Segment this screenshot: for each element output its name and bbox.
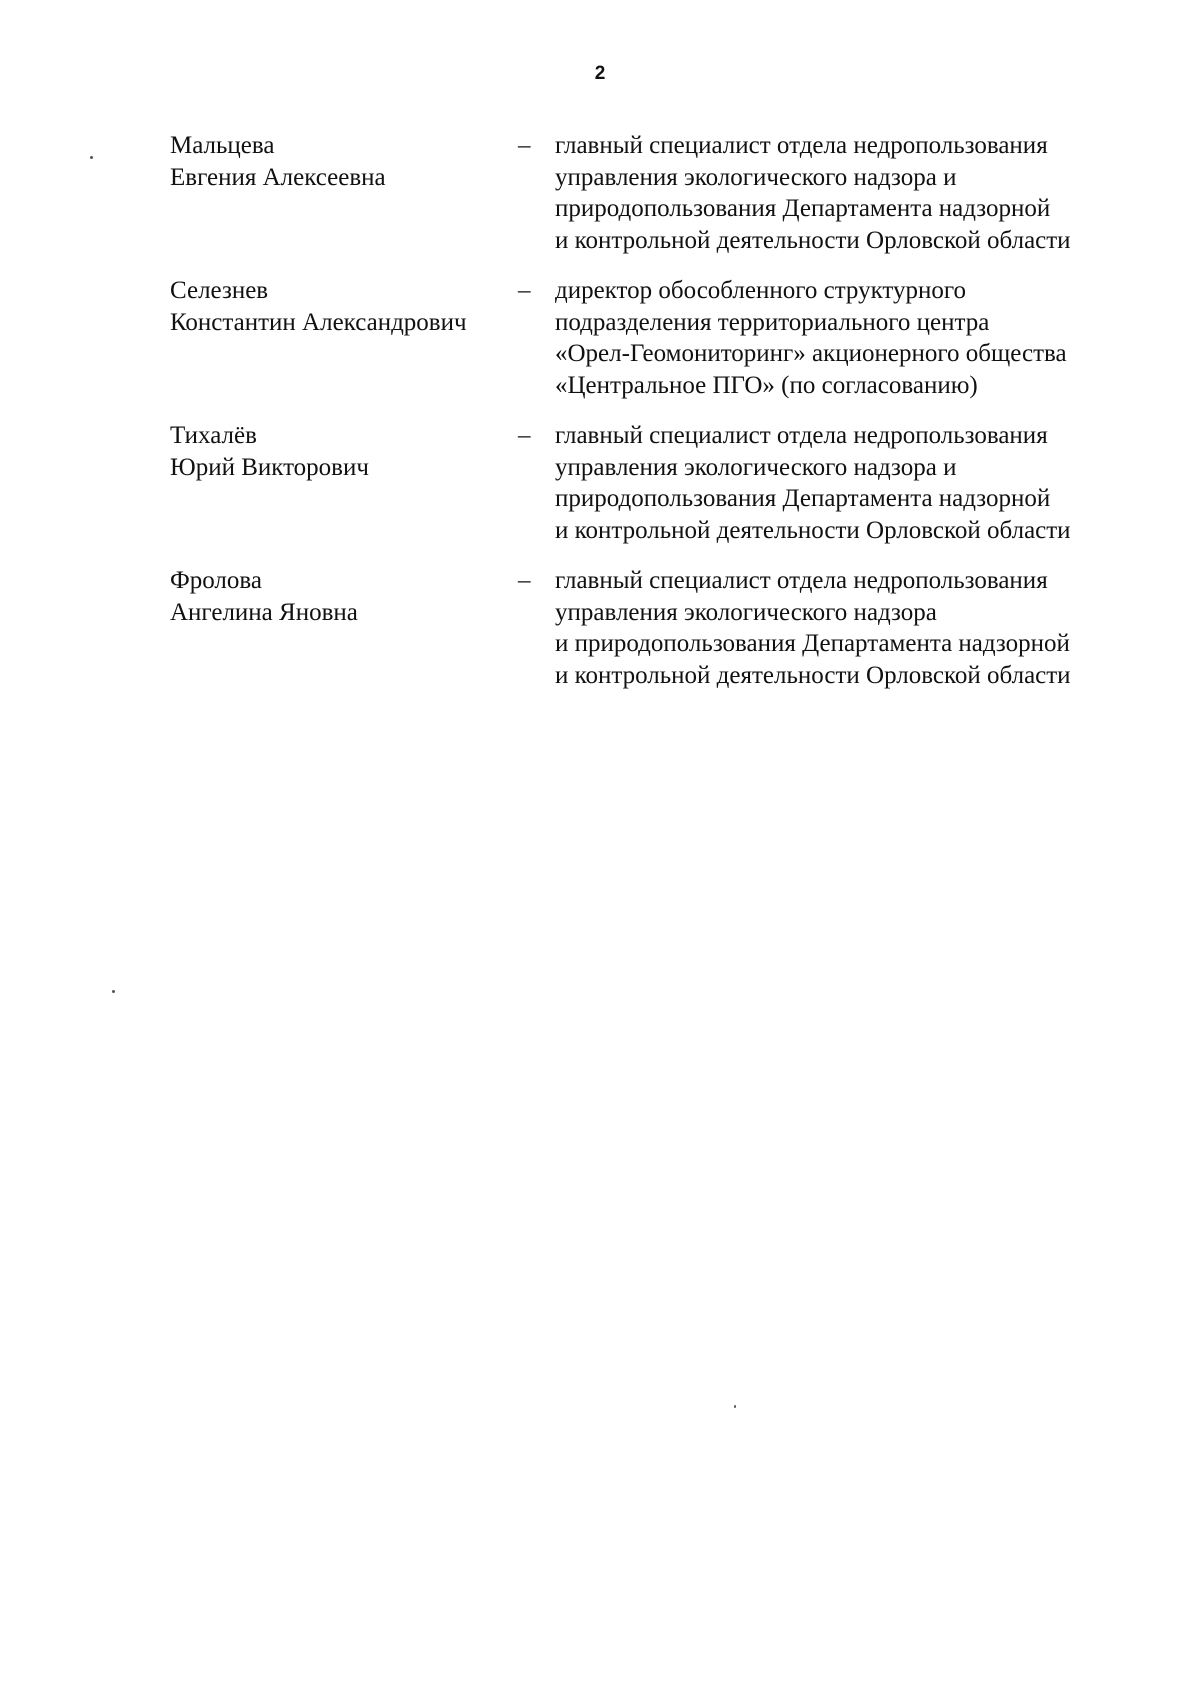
member-given-names: Ангелина Яновна (170, 598, 358, 626)
position-line: и контрольной деятельности Орловской области (555, 516, 1071, 544)
member-name (170, 420, 510, 483)
member-position (555, 420, 1155, 546)
position-line: директор обособленного структурного (555, 277, 967, 304)
position-line: «Орел-Геомониторинг» акционерного общества (555, 340, 1067, 367)
position-line: управления экологического надзора и (555, 163, 957, 191)
member-row (170, 275, 1150, 420)
member-position (555, 275, 1155, 401)
scan-speck (734, 1405, 736, 1408)
position-line: главный специалист отдела недропользования (555, 567, 1048, 594)
member-given-names: Евгения Алексеевна (170, 163, 386, 191)
separator-dash: – (518, 277, 531, 304)
position-line: управления экологического надзора (555, 598, 937, 626)
separator-dash: – (518, 132, 531, 159)
member-surname: Селезнев (170, 277, 269, 304)
position-line: «Центральное ПГО» (по согласованию) (555, 371, 978, 399)
position-line: подразделения территориального центра (555, 308, 990, 336)
separator-dash: – (518, 567, 531, 594)
member-name (170, 275, 510, 338)
member-row (170, 420, 1150, 565)
member-list (170, 130, 1150, 710)
page-number: 2 (594, 63, 606, 84)
position-line: природопользования Департамента надзорной (555, 485, 1051, 512)
position-line: главный специалист отдела недропользования (555, 422, 1048, 449)
position-line: и контрольной деятельности Орловской области (555, 226, 1071, 254)
position-line: и контрольной деятельности Орловской области (555, 661, 1071, 689)
position-line: и природопользования Департамента надзорной (555, 630, 1070, 657)
scan-speck (112, 990, 115, 993)
position-line: управления экологического надзора и (555, 453, 957, 481)
member-given-names: Константин Александрович (170, 308, 467, 336)
member-surname: Фролова (170, 567, 262, 594)
member-name (170, 565, 510, 628)
separator-dash: – (518, 422, 531, 449)
member-surname: Тихалёв (170, 422, 257, 449)
position-line: главный специалист отдела недропользования (555, 132, 1048, 159)
member-surname: Мальцева (170, 132, 275, 159)
scan-speck (90, 156, 93, 159)
member-given-names: Юрий Викторович (170, 453, 369, 481)
member-row (170, 565, 1150, 710)
member-position (555, 565, 1155, 691)
member-name (170, 130, 510, 193)
position-line: природопользования Департамента надзорной (555, 195, 1051, 222)
member-position (555, 130, 1155, 256)
member-row (170, 130, 1150, 275)
